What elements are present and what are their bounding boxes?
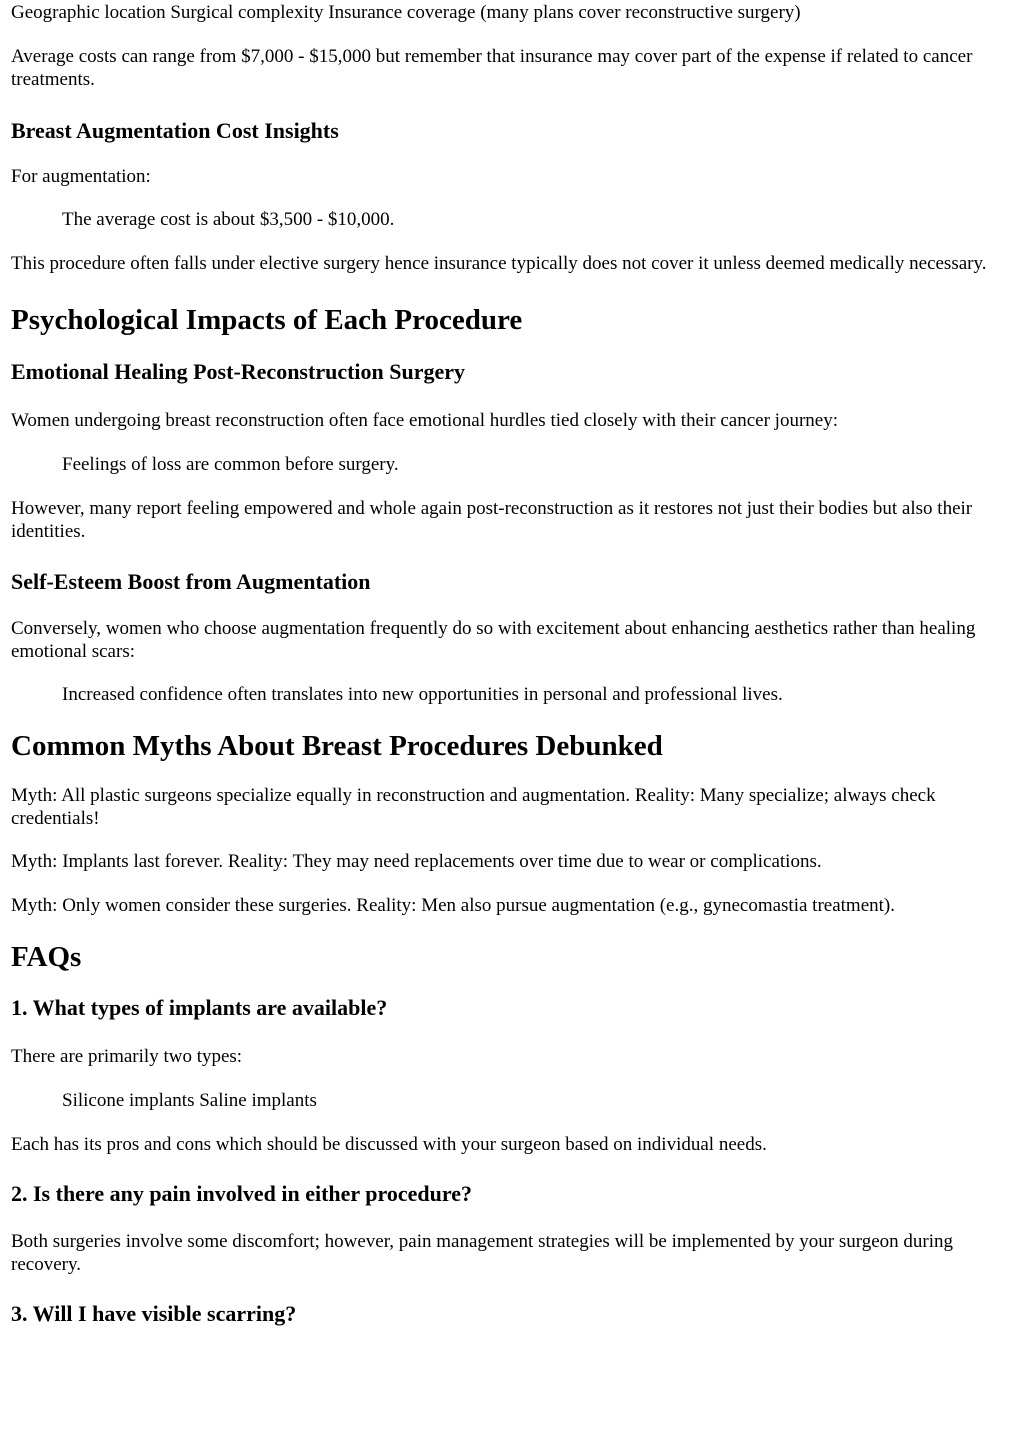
implant-types-quote: Silicone implants Saline implants	[62, 1090, 317, 1111]
faqs-heading: FAQs	[11, 941, 82, 973]
augmentation-cost-quote: The average cost is about $3,500 - $10,000.	[62, 209, 395, 230]
empowerment-text: However, many report feeling empowered and whole again post-reconstruction as it restores not just their bodies but also their identities.	[11, 498, 973, 542]
self-esteem-text: Conversely, women who choose augmentation frequently do so with excitement about enhancing aesthetics rather than healing emotional scars:	[11, 618, 976, 662]
myth-surgeons-text: Myth: All plastic surgeons specialize equally in reconstruction and augmentation. Reality: Many specialize; always check credentials!	[11, 785, 936, 829]
faq-pain-text: Both surgeries involve some discomfort; however, pain management strategies will be implemented by your surgeon during recovery.	[11, 1231, 954, 1275]
cost-factors-text: Geographic location Surgical complexity Insurance coverage (many plans cover reconstructive surgery)	[11, 2, 801, 23]
faq-implant-types-question: 1. What types of implants are available?	[11, 995, 388, 1020]
myth-implants-text: Myth: Implants last forever. Reality: They may need replacements over time due to wear or complications.	[11, 851, 822, 872]
faq-pain-question: 2. Is there any pain involved in either procedure?	[11, 1181, 473, 1206]
feelings-of-loss-quote: Feelings of loss are common before surgery.	[62, 454, 399, 475]
confidence-quote: Increased confidence often translates into new opportunities in personal and professional lives.	[62, 684, 783, 705]
self-esteem-heading: Self-Esteem Boost from Augmentation	[11, 569, 371, 594]
reconstruction-cost-text: Average costs can range from $7,000 - $15,000 but remember that insurance may cover part of the expense if related to cancer treatments.	[11, 46, 973, 90]
myths-heading: Common Myths About Breast Procedures Debunked	[11, 730, 663, 762]
augmentation-cost-heading: Breast Augmentation Cost Insights	[11, 118, 339, 143]
emotional-healing-text: Women undergoing breast reconstruction often face emotional hurdles tied closely with their cancer journey:	[11, 410, 838, 431]
myth-women-text: Myth: Only women consider these surgeries. Reality: Men also pursue augmentation (e.g., gynecomastia treatment).	[11, 895, 895, 916]
faq-implant-types-text: There are primarily two types:	[11, 1046, 243, 1067]
augmentation-insurance-text: This procedure often falls under elective surgery hence insurance typically does not cover it unless deemed medically necessary.	[11, 253, 987, 274]
article	[0, 1, 1024, 1327]
augmentation-intro-text: For augmentation:	[11, 166, 151, 187]
psychological-impacts-heading: Psychological Impacts of Each Procedure	[11, 304, 523, 336]
faq-scarring-question: 3. Will I have visible scarring?	[11, 1301, 297, 1326]
emotional-healing-heading: Emotional Healing Post-Reconstruction Surgery	[11, 359, 466, 384]
faq-implant-types-followup: Each has its pros and cons which should be discussed with your surgeon based on individual needs.	[11, 1134, 767, 1155]
